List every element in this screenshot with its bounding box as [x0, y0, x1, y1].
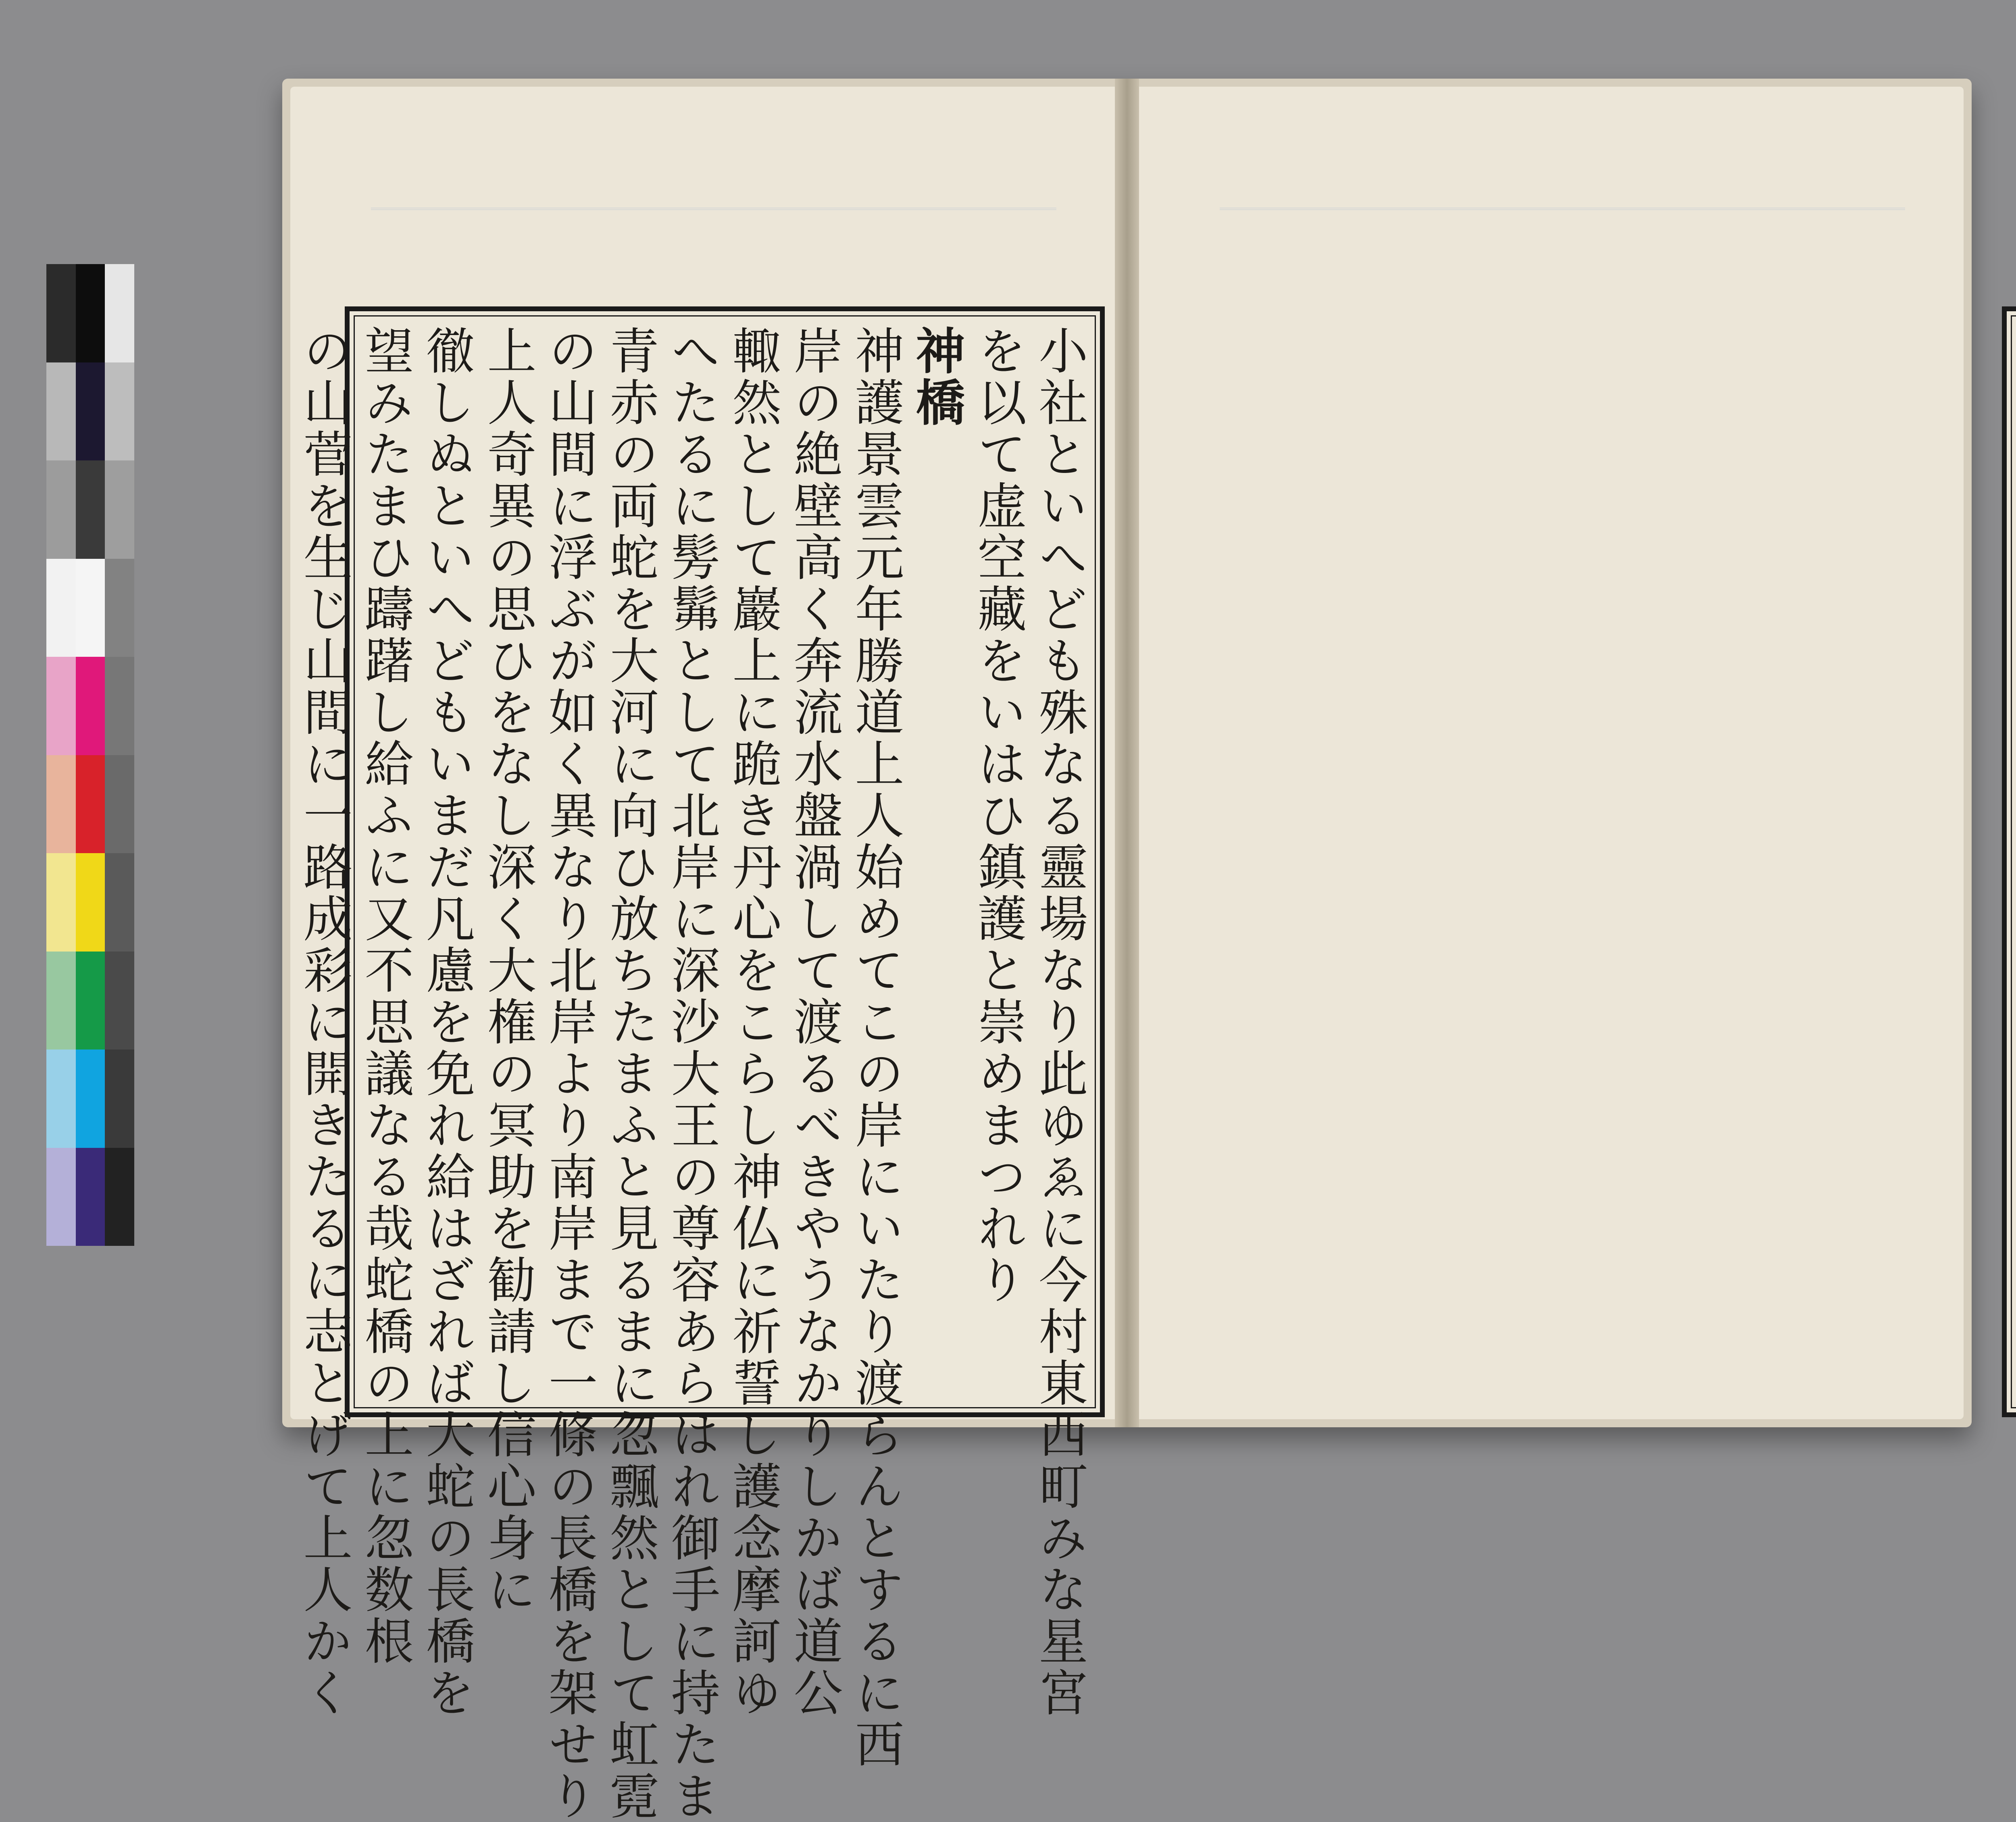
right-text-frame: [2002, 306, 2016, 1417]
calibration-swatch: [76, 755, 105, 854]
calibration-swatch: [46, 952, 76, 1050]
calibration-swatch: [46, 1049, 76, 1148]
calibration-swatch: [46, 755, 76, 854]
right-frame-inner-border: [2011, 315, 2016, 1408]
calibration-swatch: [76, 362, 105, 461]
left-page-text-column: へたるに髣髴として北岸に深沙大王の尊容あらはれ御手に持たま: [663, 325, 720, 1822]
left-page-text-column: 神護景雲元年勝道上人始めてこの岸にいたり渡らんとするに西: [847, 325, 904, 1770]
calibration-swatch: [46, 1148, 76, 1246]
left-text-columns: [295, 325, 1088, 1822]
open-book: [282, 79, 1972, 1822]
right-page: [1139, 87, 1964, 1419]
show-through-line: [371, 208, 1056, 210]
left-text-frame: [295, 306, 1105, 1822]
calibration-swatch: [46, 853, 76, 952]
calibration-swatch: [105, 1049, 134, 1148]
calibration-swatch: [76, 460, 105, 559]
calibration-swatch: [46, 559, 76, 657]
left-page-text-column: の山間に浮ぶが如く異なり北岸より南岸まで一條の長橋を架せり: [540, 325, 598, 1822]
left-page-section-heading: 神橋: [908, 325, 966, 429]
calibration-swatch: [76, 1148, 105, 1246]
left-page-text-column: 上人奇異の思ひをなし深く大権の冥助を勧請し信心身に: [479, 325, 536, 1616]
left-page-text-column: の山菅を生じ山間に一路成彩に開きたるに志とげて上人かく: [295, 325, 352, 1719]
left-page-text-column: 青赤の両蛇を大河に向ひ放ちたまふと見るまに忽飄然として虹霓: [602, 325, 659, 1822]
left-page-text-column: を以て虚空藏をいはひ鎮護と崇めまつれり: [969, 325, 1027, 1306]
left-page-text-column: 望みたまひ躊躇し給ふに又不思議なる哉蛇橋の上に忽数根: [356, 325, 414, 1667]
left-page-text-column: 小社といへども殊なる靈場なり此ゆゑに今村東西町みな星宮: [1031, 325, 1088, 1719]
color-calibration-strip: [46, 264, 134, 1246]
calibration-swatch: [105, 559, 134, 657]
left-page-text-column: 徹しぬといへどもいまだ凡慮を免れ給はざれば大蛇の長橋を: [418, 325, 475, 1719]
calibration-swatch: [105, 460, 134, 559]
calibration-swatch: [46, 362, 76, 461]
show-through-line: [1220, 208, 1905, 210]
calibration-swatch: [76, 853, 105, 952]
calibration-swatch: [105, 657, 134, 755]
calibration-swatch: [76, 559, 105, 657]
calibration-swatch: [105, 1148, 134, 1246]
left-page: [290, 87, 1115, 1822]
calibration-swatch: [46, 264, 76, 362]
left-page-text-column: 岸の絶壁高く奔流水盤渦して渡るべきやうなかりしかば道公: [785, 325, 843, 1719]
calibration-swatch: [76, 1049, 105, 1148]
calibration-swatch: [105, 952, 134, 1050]
calibration-swatch: [105, 264, 134, 362]
calibration-swatch: [105, 755, 134, 854]
calibration-swatch: [76, 264, 105, 362]
calibration-swatch: [76, 952, 105, 1050]
calibration-swatch: [105, 362, 134, 461]
calibration-swatch: [46, 460, 76, 559]
book-gutter: [1115, 79, 1139, 1427]
left-page-text-column: 輙然として巖上に跪き丹心をこらし神仏に祈誓し護念摩訶ゆ: [724, 325, 781, 1719]
calibration-swatch: [76, 657, 105, 755]
calibration-swatch: [46, 657, 76, 755]
calibration-swatch: [105, 853, 134, 952]
